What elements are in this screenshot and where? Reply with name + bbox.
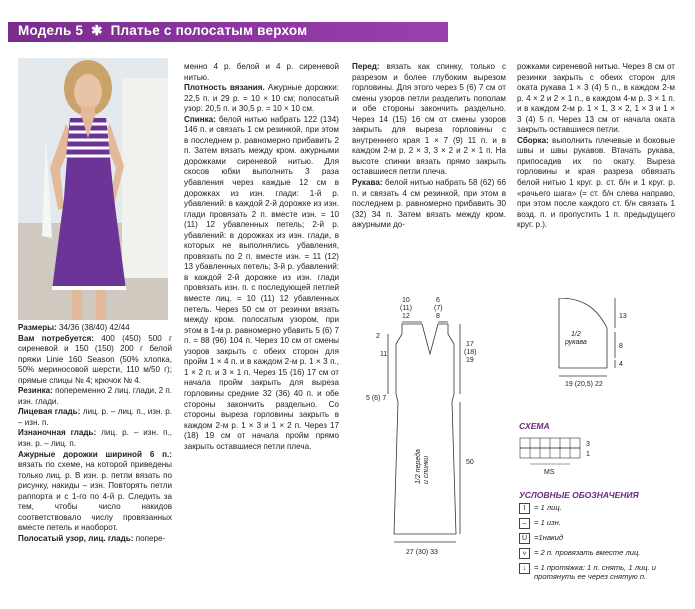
legend-item: U =1накид bbox=[519, 533, 674, 544]
needs-text: 400 (450) 500 г сиреневой и 150 (150) 200 г белой пряжи Linie 160 Season (50% хлопка, 50% мериносовой шерсти, 110 м/50 г); прямые спицы № 4; крючок № 4. bbox=[18, 333, 172, 385]
sch-inside-2: и спинки bbox=[423, 455, 430, 484]
sleeves-label: Рукава: bbox=[352, 178, 383, 188]
scheme-row-3: 3 bbox=[586, 441, 590, 448]
sch-top-f: 8 bbox=[436, 313, 440, 320]
sch-left-2: 2 bbox=[376, 333, 380, 340]
stripe-continued: менно 4 р. белой и 4 р. сиреневой нитью. bbox=[184, 62, 339, 82]
front-text: вязать как спинку, только с разрезом и более глубоким вырезом горловины. Для этого через 5 (6) 7 см от смены узоров петли разделить пополам и обе стороны закончить раздельно. Через 14 (15) 16 см от смены узоров закрыть для выреза горловины с внутреннего края 1 × 7 (9) 11 п. и в каждом 2-м р. 2 × 3, 3 × 2 и 2 × 1 п. На высоте спинки вязать прямо закрыть оставшиеся петли плеча. bbox=[352, 62, 506, 177]
sch-top-c: 12 bbox=[402, 313, 410, 320]
sleeve-right-4: 4 bbox=[619, 361, 623, 368]
sch-inside-1: 1/2 переда bbox=[415, 449, 422, 484]
k2tog-icon: ⩒ bbox=[519, 548, 530, 559]
text-column-3 bbox=[352, 62, 506, 231]
sleeve-right-13: 13 bbox=[619, 313, 627, 320]
sch-left-5: 5 (6) 7 bbox=[366, 395, 387, 402]
back-label: Спинка: bbox=[184, 114, 216, 124]
assembly-text: выполнить плечевые и боковые швы и швы рукавов. Втачать рукава, припосадив их по окату. Выреза горловины и края разреза обвязать белой нитью 1 круг. р. ст. б/н и 1 круг. р. «рачьего шага» (= ст. б/н слева направо, при этом после каждого ст. б/н связать 1 возд. п. и пропустить 1 п. предыдущего круг. р.). bbox=[517, 135, 675, 230]
dress-photo bbox=[18, 58, 168, 320]
back-text: белой нитью набрать 122 (134) 146 п. и связать 1 см резинкой, при этом в последнем р. равномерно прибавить 2 п. Затем вязать между кром. ажурными дорожками сиреневой нитью. Для скосов юбки выполнить 3 раза убавления через каждые 12 см в дорожках из изн. глади: 1-й р. убавлений: в каждой 2-й дорожке из изн. глади провязать 2 п. вместе изн. = 10 (11) 12 убавленных петель; 2-й р. убавлений: в дорожках из изн. глади, в которых не выполнялись убавления, провязать по 2 п. вместе изн. = 11 (12) 13 убавленных петель; 3-й р. убавлений: в каждой 2-й дорожке из изн. глади провязать изн. п. с последующей петлей вместе лиц. = 10 (11) 12 убавленных петель. Через 50 см от резинки вязать между кром. полосатым узором, при этом в 1-м р. равномерно убавить 5 (6) 7 п. = 88 (96) 104 п. Через 10 см от смены узоров закрыть с обеих сторон для пройм 1 × 4 п. и в каждом 2-м р. 1 × 3 п., 1 × 2 п. и 3 × 1 п. Через 15 (16) 17 см от начала пройм закрыть для выреза горловины средние 32 (36) 40 п. и обе стороны закончить раздельно. Со стороны выреза горловины закрыть в каждом 2-м р. 1 × 3 и 1 × 2 п. Через 17 (18) 19 см от начала пройм прямо закрыть оставшиеся петли плеча. bbox=[184, 114, 339, 451]
sleeve-label-2: рукава bbox=[565, 339, 587, 346]
lace-label: Ажурные дорожки шириной 6 п.: bbox=[18, 449, 172, 459]
yarn-over-icon: U bbox=[519, 533, 530, 544]
title-text: Платье с полосатым верхом bbox=[110, 23, 308, 38]
stripe-text: попере- bbox=[133, 533, 166, 543]
sch-top-a: 10 bbox=[402, 297, 410, 304]
scheme-ms: MS bbox=[544, 469, 555, 476]
stockinette-text: лиц. р. – лиц. п., изн. р. – изн. п. bbox=[18, 407, 172, 427]
sizes-label: Размеры: bbox=[18, 323, 57, 332]
text-column-2 bbox=[184, 62, 339, 452]
knit-icon: I bbox=[519, 503, 530, 514]
sleeves-text: белой нитью набрать 58 (62) 66 п. и связать 4 см резинкой, при этом в последнем р. равномерно прибавить 30 (32) 34 п. Затем вязать между кром. ажурными до- bbox=[352, 178, 506, 230]
rib-label: Резинка: bbox=[18, 386, 53, 396]
skp-icon: ↓ bbox=[519, 563, 530, 574]
lace-text: вязать по схеме, на которой приведены только лиц. р. В изн. р. петли вязать по рисунку, накиды – изн. Повторять петли раппорта и с 1-го по 4-й р. Следить за тем, чтобы число накидов соответствовало числу провязанных вместе петель и наоборот. bbox=[18, 460, 172, 533]
page-title bbox=[18, 23, 307, 39]
sch-top-d: 6 bbox=[436, 297, 440, 304]
assembly-label: Сборка: bbox=[517, 135, 549, 145]
stripe-label: Полосатый узор, лиц. гладь: bbox=[18, 533, 134, 543]
legend-item: ↓ = 1 протяжка: 1 п. снять, 1 лиц. и протянуть ее через снятую п. bbox=[519, 563, 674, 581]
legend-item: ⩒ = 2 п. провязать вместе лиц. bbox=[519, 548, 674, 559]
density-text: Ажурные дорожки: 22,5 п. и 29 р. = 10 × 10 см; полосатый узор: 20,5 п. и 30,5 р. = 10 × 10 см. bbox=[184, 83, 339, 114]
sleeve-right-8: 8 bbox=[619, 343, 623, 350]
legend-item: – = 1 изн. bbox=[519, 518, 674, 529]
stockinette-label: Лицевая гладь: bbox=[18, 407, 81, 417]
sch-top-e: (7) bbox=[434, 305, 443, 312]
model-label: Модель 5 bbox=[18, 23, 84, 38]
sizes-text: 34/36 (38/40) 42/44 bbox=[56, 323, 130, 332]
sleeves-continued: рожками сиреневой нитью. Через 8 см от резинки закрыть с обеих сторон для оката рукава 1 × 3 (4) 5 п., в каждом 2-м р. 4 × 2 и 2 × 1 п., в каждом 4-м р. 3 × 1 п. и в каждом 2-м р. 1 × 1, 3 × 2, 1 × 3 и 1 × 3 (4) 5 п. Через 13 см от начала оката закрыть оставшиеся петли. bbox=[517, 62, 675, 135]
stitch-chart bbox=[518, 434, 608, 480]
sch-right-50: 50 bbox=[466, 459, 474, 466]
legend-item: I = 1 лиц. bbox=[519, 503, 674, 514]
sch-right-19: 19 bbox=[466, 357, 474, 364]
sch-left-11: 11 bbox=[380, 351, 388, 358]
sch-top-b: (11) bbox=[400, 305, 412, 312]
text-column-1 bbox=[18, 323, 172, 544]
reverse-label: Изнаночная гладь: bbox=[18, 428, 97, 438]
sch-right-17: 17 bbox=[466, 341, 474, 348]
needs-label: Вам потребуется: bbox=[18, 333, 95, 343]
reverse-text: лиц. р. – изн. п., изн. р. – лиц. п. bbox=[18, 428, 172, 449]
body-schematic bbox=[362, 294, 492, 564]
star-icon: ✱ bbox=[91, 23, 103, 38]
rib-text: попеременно 2 лиц. глади, 2 п. изн. глади. bbox=[18, 386, 172, 406]
dress-photo-icon bbox=[18, 58, 168, 320]
density-label: Плотность вязания. bbox=[184, 83, 265, 93]
sch-right-18: (18) bbox=[464, 349, 477, 356]
sleeve-bottom: 19 (20,5) 22 bbox=[565, 381, 603, 388]
text-column-4 bbox=[517, 62, 675, 231]
header-banner bbox=[0, 0, 695, 42]
sch-bottom: 27 (30) 33 bbox=[406, 549, 438, 556]
sleeve-label-1: 1/2 bbox=[571, 331, 581, 338]
scheme-row-1: 1 bbox=[586, 451, 590, 458]
sleeve-schematic bbox=[553, 298, 643, 393]
front-label: Перед: bbox=[352, 62, 380, 71]
legend-title: УСЛОВНЫЕ ОБОЗНАЧЕНИЯ bbox=[519, 490, 639, 500]
purl-icon: – bbox=[519, 518, 530, 529]
scheme-title: СХЕМА bbox=[519, 421, 550, 431]
